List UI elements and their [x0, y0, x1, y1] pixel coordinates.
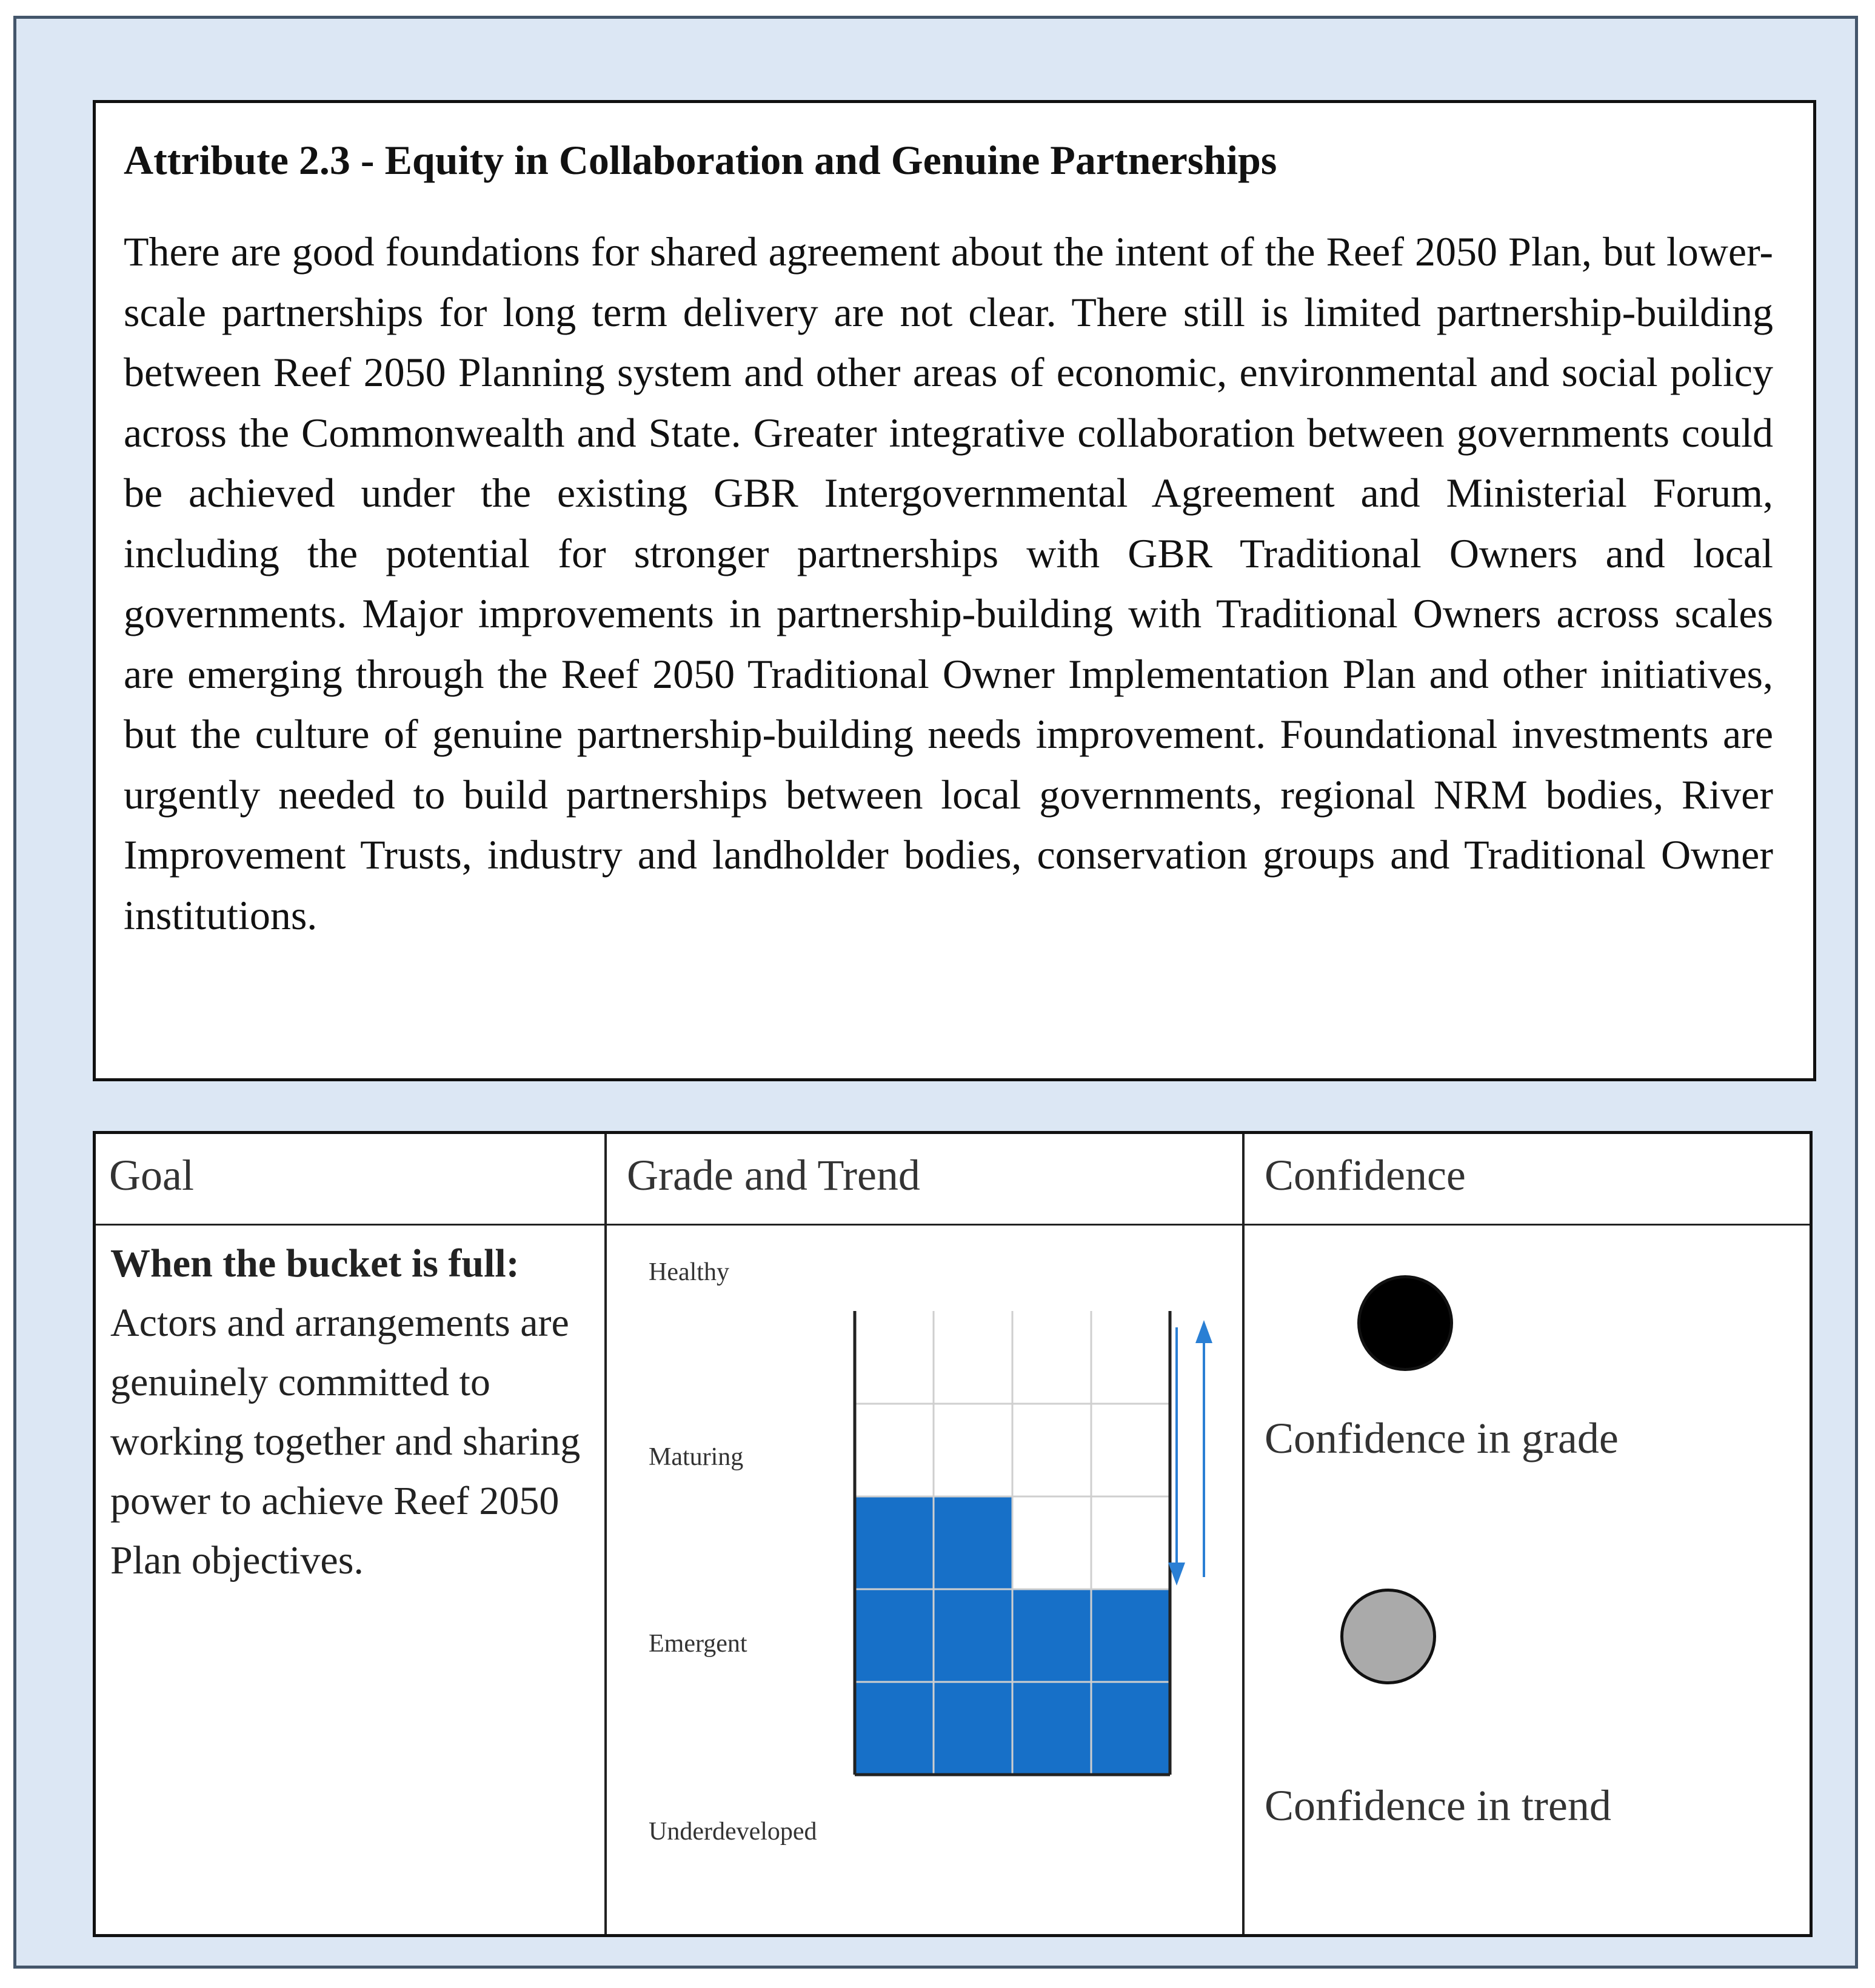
confidence-trend-label: Confidence in trend — [1265, 1781, 1611, 1830]
filled-cell — [934, 1496, 1012, 1589]
grade-level-label: Healthy — [649, 1258, 729, 1286]
confidence-grade-label: Confidence in grade — [1265, 1414, 1619, 1463]
attribute-box — [93, 100, 1816, 1081]
grade-level-label: Maturing — [649, 1443, 744, 1471]
goal-heading: When the bucket is full: — [110, 1241, 520, 1286]
filled-cell — [855, 1682, 934, 1775]
filled-cell — [934, 1589, 1012, 1682]
grade-level-label: Underdeveloped — [649, 1818, 817, 1846]
goal-cell — [110, 1234, 595, 1590]
confidence-grade-dot — [1357, 1275, 1453, 1371]
filled-cell — [1091, 1589, 1170, 1682]
filled-cell — [1012, 1589, 1091, 1682]
filled-cell — [1091, 1682, 1170, 1775]
filled-cell — [855, 1589, 934, 1682]
goal-header: Goal — [109, 1151, 194, 1199]
filled-cell — [934, 1682, 1012, 1775]
goal-description: Actors and arrangements are genuinely committed to working together and sharing power to achieve Reef 2050 Plan objectives. — [110, 1301, 581, 1583]
filled-cell — [855, 1496, 934, 1589]
grade-trend-header: Grade and Trend — [627, 1151, 920, 1199]
attribute-title: Attribute 2.3 - Equity in Collaboration and Genuine Partnerships — [124, 137, 1277, 183]
grade-bucket-chart — [607, 1226, 1240, 1935]
confidence-trend-dot — [1340, 1589, 1436, 1684]
column-divider — [1242, 1134, 1245, 1934]
outer-panel — [13, 16, 1858, 1969]
grade-table — [93, 1131, 1813, 1937]
filled-cell — [1012, 1682, 1091, 1775]
attribute-description: There are good foundations for shared agreement about the intent of the Reef 2050 Plan, but lower-scale partnerships for long term delivery are not clear. There still is limited partnership-building between Reef 2050 Planning system and other areas of economic, environmental and social policy across the Commonwealth and State. Greater integrative collaboration between governments could be achieved under the existing GBR Intergovernmental Agreement and Ministerial Forum, including the potential for stronger partnerships with GBR Traditional Owners and local governments. Major improvements in partnership-building with Traditional Owners across scales are emerging through the Reef 2050 Traditional Owner Implementation Plan and other initiatives, but the culture of genuine partnership-building needs improvement. Foundational investments are urgently needed to build partnerships between local governments, regional NRM bodies, River Improvement Trusts, industry and landholder bodies, conservation groups and Traditional Owner institutions. — [124, 228, 1773, 938]
confidence-header: Confidence — [1265, 1151, 1466, 1199]
grade-level-label: Emergent — [649, 1630, 747, 1658]
trend-up-arrow-head — [1195, 1320, 1212, 1343]
